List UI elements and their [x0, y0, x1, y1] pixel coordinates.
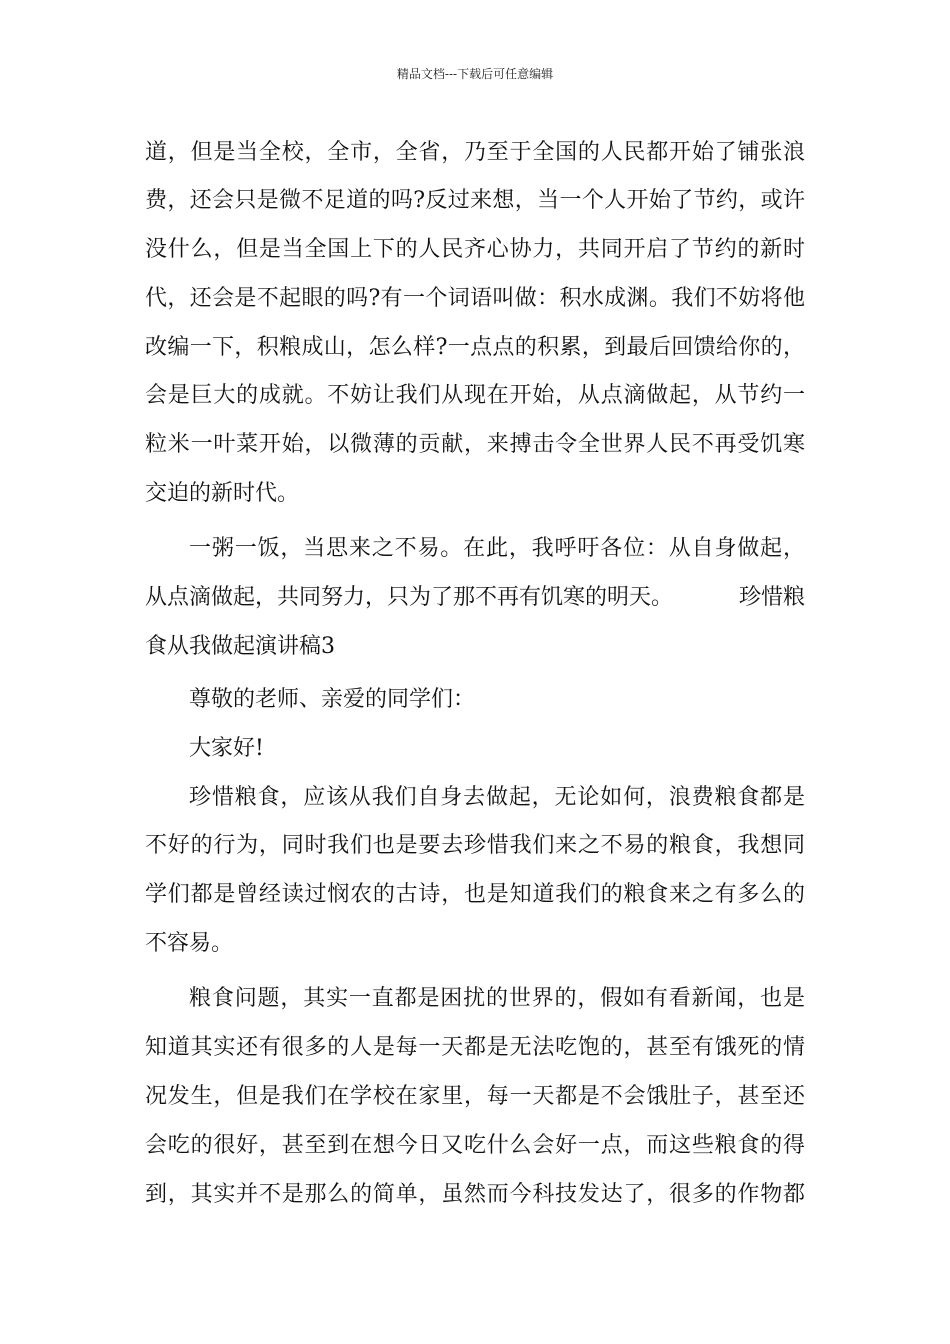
line-text: 到，其实并不是那么的简单，虽然而今科技发达了，很多的作物都 [145, 1182, 805, 1207]
text-line [0, 331, 950, 365]
text-line [0, 477, 950, 511]
text-line [0, 927, 950, 961]
line-text: 知道其实还有很多的人是每一天都是无法吃饱的，甚至有饿死的情 [145, 1035, 805, 1060]
line-text: 会是巨大的成就。不妨让我们从现在开始，从点滴做起，从节约一 [145, 383, 805, 408]
line-text: 一粥一饭，当思来之不易。在此，我呼吁各位：从自身做起， [189, 536, 805, 561]
text-line [0, 1031, 950, 1065]
section-title: 食从我做起演讲稿3 [145, 634, 335, 659]
line-text: 从点滴做起，共同努力，只为了那不再有饥寒的明天。 [145, 585, 674, 610]
text-line [0, 136, 950, 170]
text-line [0, 184, 950, 218]
page-header: 精品文档---下载后可任意编辑 [396, 67, 554, 81]
line-text: 不好的行为，同时我们也是要去珍惜我们来之不易的粮食，我想同 [145, 833, 805, 858]
line-text: 珍惜粮食，应该从我们自身去做起，无论如何，浪费粮食都是 [189, 785, 805, 810]
line-text: 道，但是当全校，全市，全省，乃至于全国的人民都开始了铺张浪 [145, 140, 805, 165]
text-line [0, 1178, 950, 1212]
line-text: 费，还会只是微不足道的吗?反过来想，当一个人开始了节约，或许 [145, 188, 805, 213]
line-text: 况发生，但是我们在学校在家里，每一天都是不会饿肚子，甚至还 [145, 1084, 805, 1109]
line-text: 粮食问题，其实一直都是困扰的世界的，假如有看新闻，也是 [189, 986, 805, 1011]
text-line [0, 982, 950, 1016]
section-title: 珍惜粮 [739, 585, 806, 610]
text-line [0, 532, 950, 566]
line-text: 不容易。 [145, 931, 234, 956]
salutation: 尊敬的老师、亲爱的同学们： [189, 687, 476, 712]
line-text: 交迫的新时代。 [145, 481, 300, 506]
line-text: 学们都是曾经读过悯农的古诗，也是知道我们的粮食来之有多么的 [145, 882, 805, 907]
text-line [0, 1129, 950, 1163]
text-line [0, 282, 950, 316]
text-line [0, 781, 950, 815]
text-line [0, 581, 950, 615]
line-text: 代，还会是不起眼的吗?有一个词语叫做：积水成渊。我们不妨将他 [145, 286, 805, 311]
text-line [0, 233, 950, 267]
text-line [0, 379, 950, 413]
text-line [0, 732, 950, 766]
text-line [0, 630, 950, 664]
text-line [0, 428, 950, 462]
line-text: 改编一下，积粮成山，怎么样?一点点的积累，到最后回馈给你的， [145, 335, 805, 360]
text-line [0, 878, 950, 912]
greeting: 大家好! [189, 736, 264, 761]
text-line [0, 683, 950, 717]
text-line [0, 1080, 950, 1114]
line-text: 没什么，但是当全国上下的人民齐心协力，共同开启了节约的新时 [145, 237, 805, 262]
text-line [0, 829, 950, 863]
line-text: 会吃的很好，甚至到在想今日又吃什么会好一点，而这些粮食的得 [145, 1133, 805, 1158]
line-text: 粒米一叶菜开始，以微薄的贡献，来搏击令全世界人民不再受饥寒 [145, 432, 805, 457]
